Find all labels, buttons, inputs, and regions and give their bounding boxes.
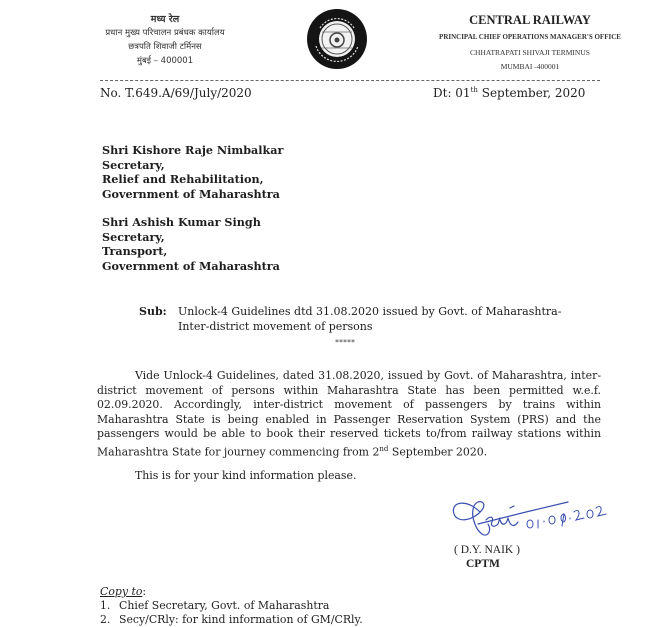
indian-railways-logo (306, 8, 368, 70)
hindi-office-name: प्रधान मुख्य परिचालन प्रबंधक कार्यालय (105, 28, 225, 38)
english-city: MUMBAI -400001 (500, 62, 560, 71)
date-month-year: September, 2020 (477, 86, 586, 100)
body-ordinal: nd (379, 444, 389, 453)
english-terminus: CHHATRAPATI SHIVAJI TERMINUS (470, 48, 590, 57)
addressee-line: Government of Maharashtra (102, 258, 280, 273)
copy-to-section (100, 585, 363, 627)
reference-number: No. T.649.A/69/July/2020 (100, 86, 252, 100)
signatory-designation: CPTM (466, 558, 500, 570)
english-org-name: CENTRAL RAILWAY (469, 13, 591, 27)
signatory-name: ( D.Y. NAIK ) (454, 544, 520, 556)
signature-scribble-icon (448, 490, 608, 545)
copy-to-colon: : (142, 585, 147, 598)
addressee-line: Relief and Rehabilitation, (102, 172, 264, 186)
copy-item-number: 1. (100, 599, 111, 612)
addressee-line: Secretary, (102, 229, 165, 244)
addressee-line: Transport, (102, 244, 168, 258)
copy-item-text: Chief Secretary, Govt. of Maharashtra (119, 599, 330, 612)
addressee-1 (102, 143, 283, 201)
subject-label: Sub: (139, 305, 167, 318)
subject-text (178, 305, 598, 334)
date-ordinal: th (470, 86, 478, 94)
body-text: Vide Unlock-4 Guidelines, dated 31.08.2020, issued by Govt. of Maharashtra, inter-district movement of persons within Maharashtra State has been permitted w.e.f. 02.09.2020. Accordingly, inter-district movement of passengers by trains within Maharashtra State is being enabled in Passenger Reservation System (PRS) and the passengers would be able to book their reserved tickets to/from railway stations within Maharashtra State for journey commencing from 2 (97, 369, 601, 459)
body-text-end: September 2020. (388, 445, 488, 459)
logo-emblem-icon (306, 8, 368, 70)
copy-to-item (100, 613, 363, 627)
english-office-name: PRINCIPAL CHIEF OPERATIONS MANAGER'S OFFICE (439, 33, 621, 41)
copy-item-text: Secy/CRly: for kind information of GM/CRly. (119, 613, 363, 626)
copy-to-item (100, 599, 363, 613)
addressee-line: Government of Maharashtra (102, 186, 280, 201)
addressee-line: Secretary, (102, 157, 165, 172)
handwritten-signature (448, 490, 608, 545)
addressee-2 (102, 215, 280, 273)
addressee-name: Shri Kishore Raje Nimbalkar (102, 143, 284, 157)
hindi-org-name: मध्य रेल (150, 14, 180, 25)
subject-line-1: Unlock-4 Guidelines dtd 31.08.2020 issued by Govt. of Maharashtra- (178, 305, 562, 318)
letter-date (433, 86, 585, 100)
letterhead-divider (100, 80, 600, 81)
body-paragraph (97, 369, 601, 460)
closing-line: This is for your kind information please. (135, 469, 357, 482)
copy-item-number: 2. (100, 613, 111, 626)
copy-to-heading (100, 585, 363, 599)
addressee-name: Shri Ashish Kumar Singh (102, 215, 261, 229)
subject-separator: ***** (335, 338, 355, 347)
date-day: Dt: 01 (433, 86, 471, 100)
subject-line-2: Inter-district movement of persons (178, 319, 373, 333)
hindi-city: मुंबई – 400001 (136, 56, 194, 66)
copy-to-label: Copy to (100, 585, 143, 598)
hindi-terminus: छत्रपति शिवाजी टर्मिनस (128, 42, 202, 52)
